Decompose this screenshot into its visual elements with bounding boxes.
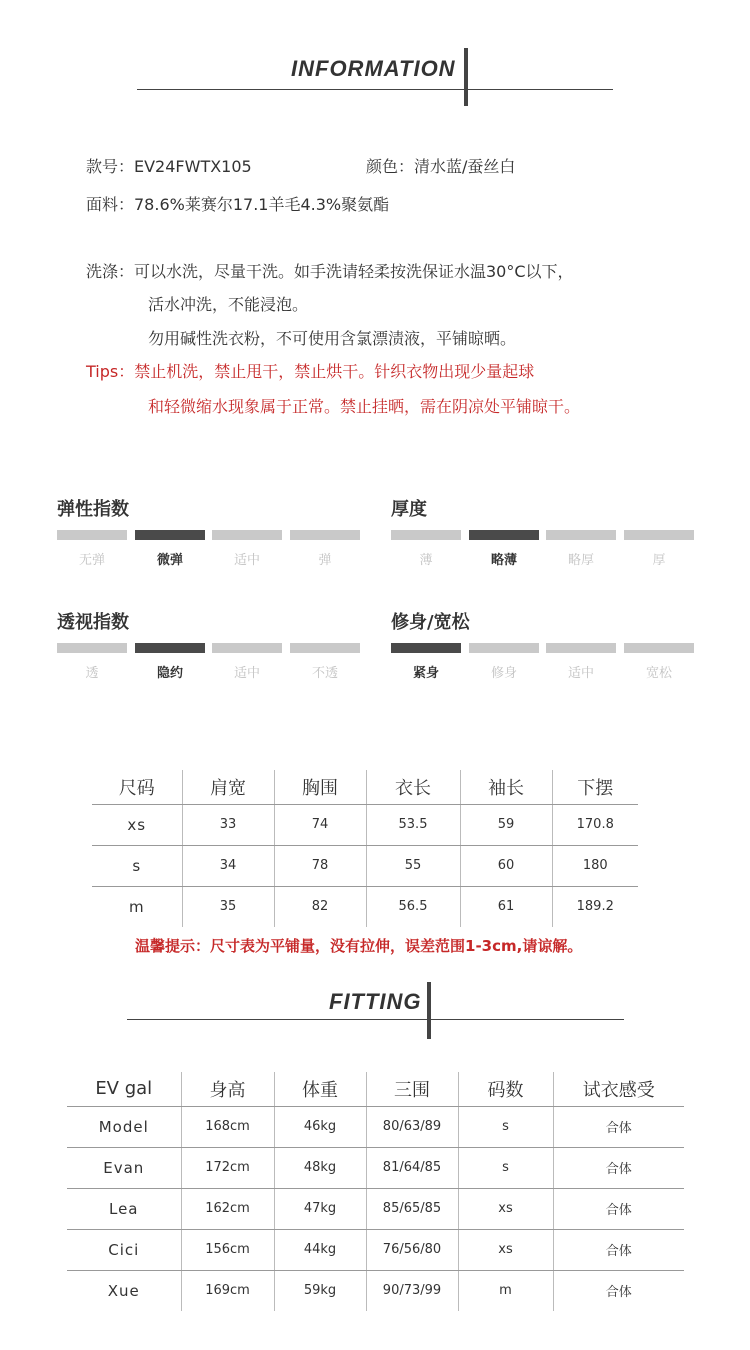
size-cell: 53.5 <box>366 804 460 845</box>
information-title: INFORMATION <box>291 56 456 81</box>
table-row <box>67 1270 684 1311</box>
size-cell: 61 <box>460 886 552 927</box>
fit-cell: m <box>458 1270 553 1311</box>
size-header-cell: 肩宽 <box>182 770 274 804</box>
size-header-cell: 下摆 <box>552 770 638 804</box>
size-cell: 59 <box>460 804 552 845</box>
index-segment <box>290 643 360 653</box>
index-segment <box>290 530 360 540</box>
index-title: 厚度 <box>391 499 427 520</box>
index-segment-selected <box>391 643 461 653</box>
index-segment <box>212 530 282 540</box>
index-level-label: 厚 <box>652 553 666 568</box>
index-level-label: 隐约 <box>156 666 183 681</box>
fit-header-cell: EV gal <box>67 1072 181 1106</box>
index-group <box>57 495 361 575</box>
wash-line-3: 勿用碱性洗衣粉，不可使用含氯漂渍液，平铺晾晒。 <box>148 329 517 348</box>
fit-cell: 合体 <box>553 1229 684 1270</box>
index-level-label: 薄 <box>419 553 433 568</box>
size-cell: 78 <box>274 845 366 886</box>
fit-cell: xs <box>458 1188 553 1229</box>
index-segment <box>624 530 694 540</box>
fit-header-cell: 试衣感受 <box>553 1072 684 1106</box>
fit-cell: 44kg <box>274 1229 366 1270</box>
index-segment <box>391 530 461 540</box>
fit-cell: 47kg <box>274 1188 366 1229</box>
fit-cell: 76/56/80 <box>366 1229 458 1270</box>
index-level-label: 修身 <box>490 666 517 681</box>
index-level-label: 透 <box>85 666 99 681</box>
information-bar <box>464 48 468 106</box>
fitting-table-header <box>67 1072 684 1106</box>
fit-cell: Evan <box>67 1147 181 1188</box>
fit-cell: 48kg <box>274 1147 366 1188</box>
index-title: 透视指数 <box>57 612 129 633</box>
index-group <box>391 495 695 575</box>
size-cell: 189.2 <box>552 886 638 927</box>
information-rule <box>137 89 613 90</box>
fit-cell: 90/73/99 <box>366 1270 458 1311</box>
fit-cell: 80/63/89 <box>366 1106 458 1147</box>
index-segment <box>57 643 127 653</box>
table-row <box>92 804 638 845</box>
size-cell: 56.5 <box>366 886 460 927</box>
fit-cell: 合体 <box>553 1188 684 1229</box>
index-segment <box>57 530 127 540</box>
size-header-cell: 尺码 <box>92 770 182 804</box>
index-level-label: 微弹 <box>156 553 183 568</box>
fit-cell: 85/65/85 <box>366 1188 458 1229</box>
wash-line-1: 洗涤：可以水洗，尽量干洗。如手洗请轻柔按洗保证水温30°C以下， <box>86 262 574 281</box>
fit-header-cell: 身高 <box>181 1072 274 1106</box>
size-note: 温馨提示：尺寸表为平铺量，没有拉伸，误差范围1-3cm,请谅解。 <box>135 937 583 955</box>
fitting-heading <box>0 982 750 1042</box>
table-row <box>92 845 638 886</box>
fit-cell: s <box>458 1106 553 1147</box>
fit-cell: 59kg <box>274 1270 366 1311</box>
size-cell: 74 <box>274 804 366 845</box>
index-segment-selected <box>469 530 539 540</box>
index-level-label: 略厚 <box>567 553 594 568</box>
table-row <box>92 886 638 927</box>
table-row <box>67 1188 684 1229</box>
tips-line-1: Tips：禁止机洗，禁止甩干，禁止烘干。针织衣物出现少量起球 <box>86 362 535 381</box>
size-cell: 180 <box>552 845 638 886</box>
size-table <box>92 770 638 927</box>
fit-header-cell: 体重 <box>274 1072 366 1106</box>
size-cell: s <box>92 845 182 886</box>
fit-cell: 合体 <box>553 1270 684 1311</box>
table-row <box>67 1106 684 1147</box>
tips-line-2: 和轻微缩水现象属于正常。禁止挂晒，需在阴凉处平铺晾干。 <box>148 397 581 416</box>
color-value: 颜色：清水蓝/蚕丝白 <box>366 157 516 176</box>
fit-cell: 172cm <box>181 1147 274 1188</box>
info-row-style-color <box>86 154 515 177</box>
index-group <box>57 608 361 688</box>
size-cell: 82 <box>274 886 366 927</box>
size-cell: 60 <box>460 845 552 886</box>
style-number: 款号：EV24FWTX105 <box>86 157 252 176</box>
fitting-title: FITTING <box>329 989 422 1014</box>
fit-header-cell: 码数 <box>458 1072 553 1106</box>
table-row <box>67 1147 684 1188</box>
fit-header-cell: 三围 <box>366 1072 458 1106</box>
index-level-label: 适中 <box>567 666 594 681</box>
fit-cell: 合体 <box>553 1147 684 1188</box>
index-title: 弹性指数 <box>57 499 129 520</box>
index-group <box>391 608 695 688</box>
index-level-label: 宽松 <box>645 666 672 681</box>
index-segment-selected <box>135 530 205 540</box>
index-level-label: 无弹 <box>78 553 105 568</box>
index-level-label: 适中 <box>233 553 260 568</box>
fit-cell: 168cm <box>181 1106 274 1147</box>
index-segment <box>546 643 616 653</box>
size-header-cell: 胸围 <box>274 770 366 804</box>
table-row <box>67 1229 684 1270</box>
fit-cell: Xue <box>107 1281 140 1300</box>
information-heading <box>0 48 750 108</box>
fitting-rule <box>127 1019 624 1020</box>
index-title: 修身/宽松 <box>391 612 470 633</box>
fit-cell: Lea <box>67 1188 181 1229</box>
fit-cell: xs <box>458 1229 553 1270</box>
size-header-cell: 袖长 <box>460 770 552 804</box>
index-level-label: 弹 <box>318 553 332 568</box>
index-segment <box>212 643 282 653</box>
size-cell: 34 <box>182 845 274 886</box>
index-segment <box>624 643 694 653</box>
size-cell: 170.8 <box>552 804 638 845</box>
fitting-bar <box>427 982 431 1039</box>
size-cell: 55 <box>366 845 460 886</box>
index-segment <box>469 643 539 653</box>
size-cell: m <box>128 897 145 916</box>
fit-cell: 81/64/85 <box>366 1147 458 1188</box>
index-level-label: 适中 <box>233 666 260 681</box>
size-table-header <box>92 770 638 804</box>
index-level-label: 不透 <box>311 666 338 681</box>
index-segment <box>546 530 616 540</box>
size-cell: 35 <box>182 886 274 927</box>
index-level-label: 略薄 <box>490 553 517 568</box>
fit-cell: 合体 <box>553 1106 684 1147</box>
fit-cell: Cici <box>67 1229 181 1270</box>
fit-cell: 156cm <box>181 1229 274 1270</box>
fit-cell: Model <box>67 1106 181 1147</box>
index-level-label: 紧身 <box>412 666 439 681</box>
size-cell: xs <box>92 804 182 845</box>
fit-cell: 46kg <box>274 1106 366 1147</box>
fitting-table <box>67 1072 684 1311</box>
index-segment-selected <box>135 643 205 653</box>
fit-cell: 169cm <box>181 1270 274 1311</box>
size-header-cell: 衣长 <box>366 770 460 804</box>
fit-cell: 162cm <box>181 1188 274 1229</box>
wash-line-2: 活水冲洗，不能浸泡。 <box>148 295 309 314</box>
size-cell: 33 <box>182 804 274 845</box>
fabric-value: 面料：78.6%莱赛尔17.1羊毛4.3%聚氨酯 <box>86 195 390 214</box>
fit-cell: s <box>458 1147 553 1188</box>
